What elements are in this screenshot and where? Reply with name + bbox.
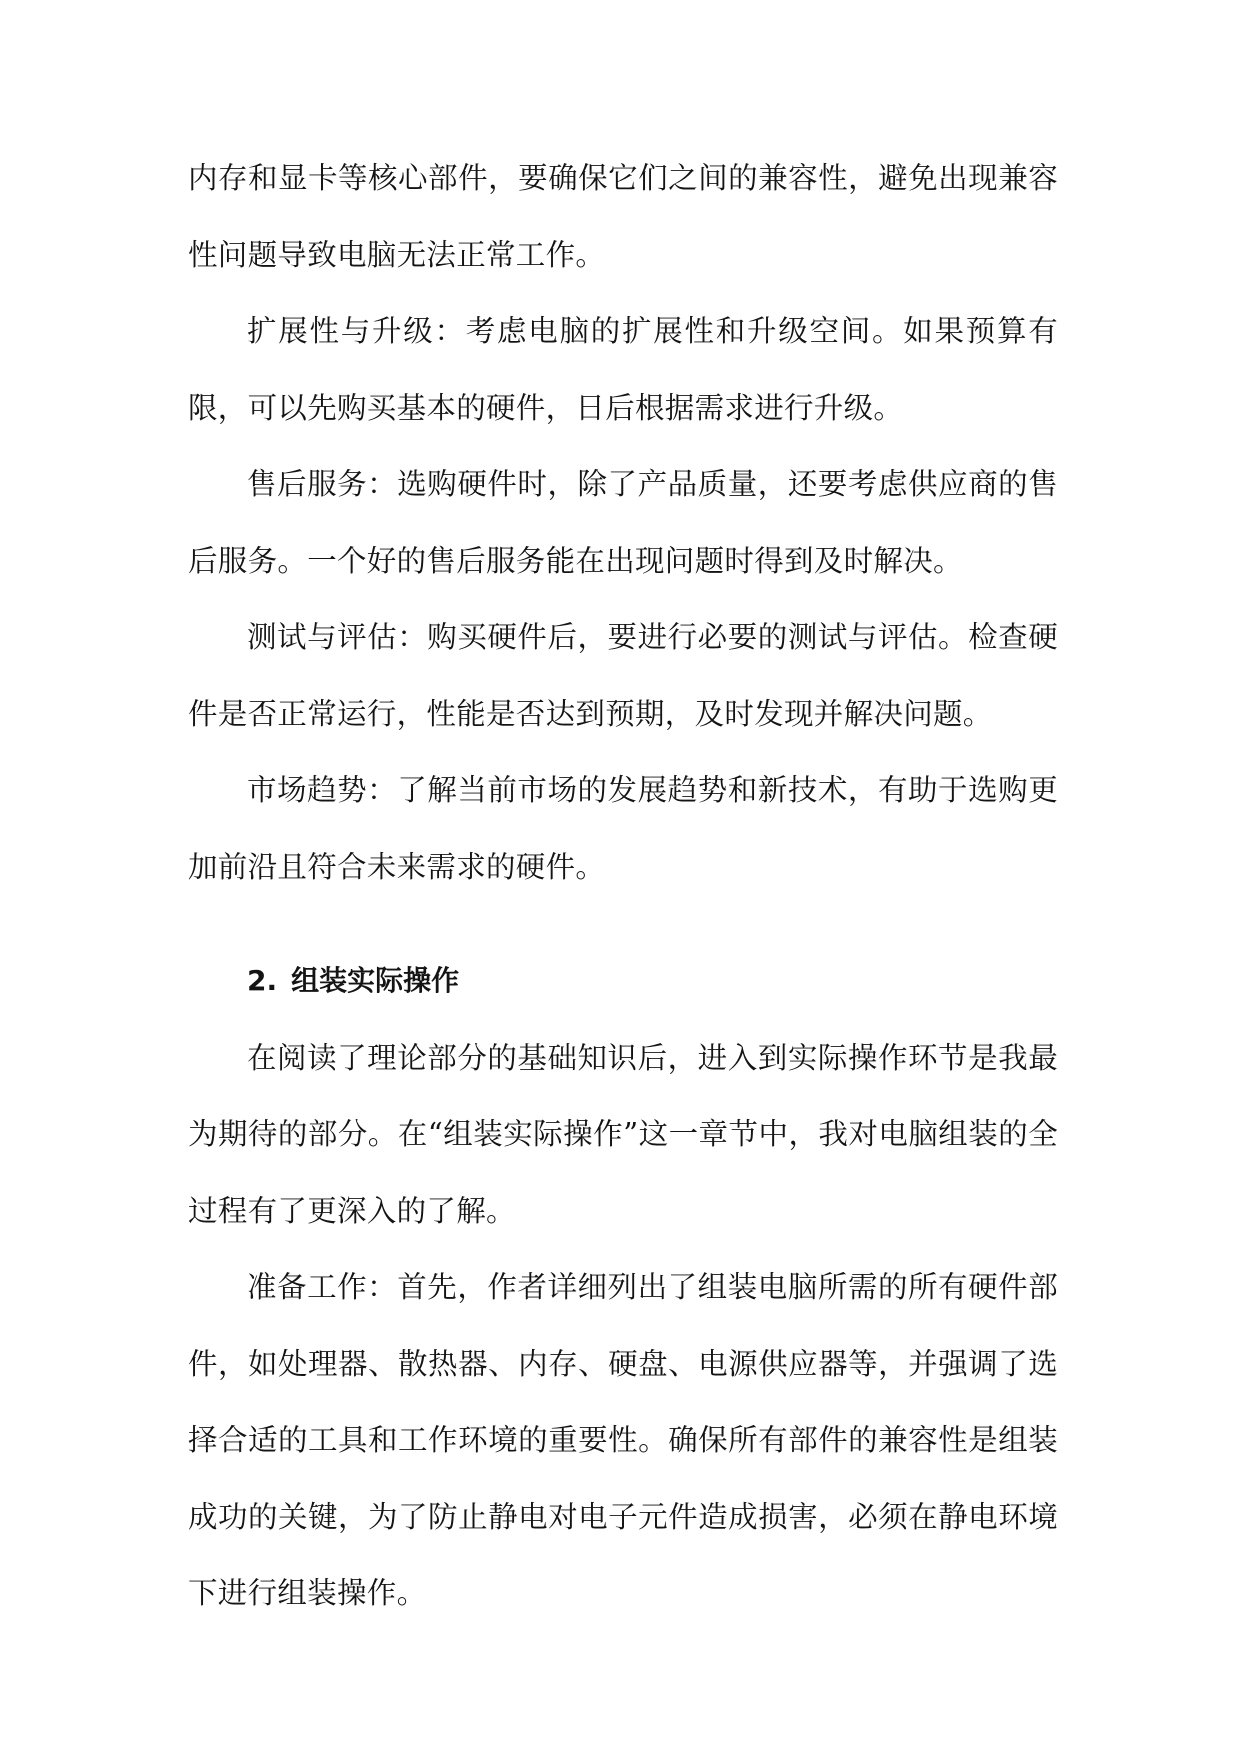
paragraph-after-sales: 售后服务：选购硬件时，除了产品质量，还要考虑供应商的售后服务。一个好的售后服务能在出现问题时得到及时解决。 — [188, 467, 1058, 578]
paragraph-compatibility-continued: 内存和显卡等核心部件，要确保它们之间的兼容性，避免出现兼容性问题导致电脑无法正常工作。 — [188, 161, 1058, 272]
section-number: 2. — [247, 964, 278, 997]
section-heading — [188, 943, 1058, 1020]
paragraph-market-trends: 市场趋势：了解当前市场的发展趋势和新技术，有助于选购更加前沿且符合未来需求的硬件。 — [188, 773, 1058, 884]
paragraph-expandability: 扩展性与升级：考虑电脑的扩展性和升级空间。如果预算有限，可以先购买基本的硬件，日后根据需求进行升级。 — [188, 314, 1058, 425]
paragraph-preparation: 准备工作：首先，作者详细列出了组装电脑所需的所有硬件部件，如处理器、散热器、内存、硬盘、电源供应器等，并强调了选择合适的工具和工作环境的重要性。确保所有部件的兼容性是组装成功的关键，为了防止静电对电子元件造成损害，必须在静电环境下进行组装操作。 — [188, 1270, 1058, 1610]
section-title: 组装实际操作 — [291, 964, 460, 997]
paragraph-intro-assembly: 在阅读了理论部分的基础知识后，进入到实际操作环节是我最为期待的部分。在“组装实际操作”这一章节中，我对电脑组装的全过程有了更深入的了解。 — [188, 1040, 1058, 1228]
paragraph-testing: 测试与评估：购买硬件后，要进行必要的测试与评估。检查硬件是否正常运行，性能是否达到预期，及时发现并解决问题。 — [188, 620, 1058, 731]
document-body — [188, 140, 1058, 1632]
